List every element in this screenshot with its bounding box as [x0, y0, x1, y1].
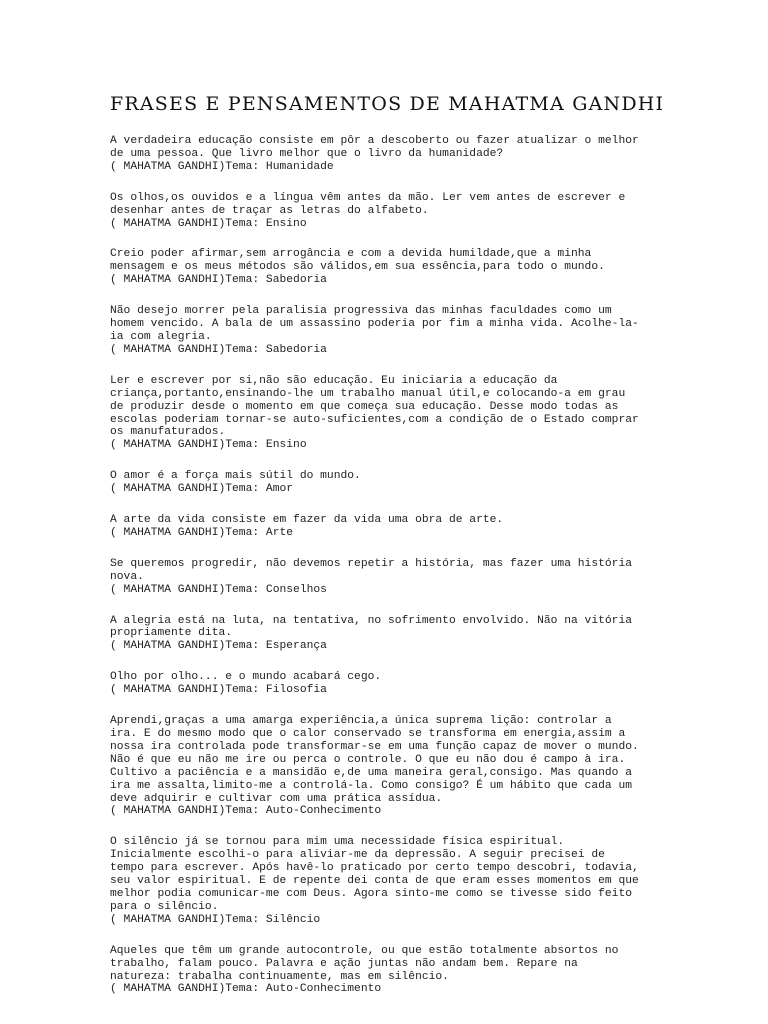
page-title: FRASES E PENSAMENTOS DE MAHATMA GANDHI — [110, 93, 665, 115]
quote-list — [110, 135, 670, 1014]
quote-attribution: ( MAHATMA GANDHI)Tema: Silêncio — [110, 913, 321, 926]
quote-attribution: ( MAHATMA GANDHI)Tema: Ensino — [110, 217, 307, 230]
quote-attribution: ( MAHATMA GANDHI)Tema: Auto-Conhecimento — [110, 983, 382, 996]
quote-block — [110, 836, 670, 926]
quote-text-line: os manufaturados. — [110, 426, 226, 439]
quote-text-line: tempo para escrever. Após havê-lo praticado por certo tempo descobri, todavia, — [110, 862, 639, 875]
quote-text-line: deve adquirir e cultivar com uma prática assídua. — [110, 792, 443, 805]
quote-attribution: ( MAHATMA GANDHI)Tema: Sabedoria — [110, 274, 327, 287]
quote-text-line: nova. — [110, 570, 144, 583]
quote-text-line: A arte da vida consiste em fazer da vida uma obra de arte. — [110, 514, 504, 527]
quote-text-line: O amor é a força mais sútil do mundo. — [110, 470, 361, 483]
quote-text-line: Creio poder afirmar,sem arrogância e com a devida humildade,que a minha — [110, 248, 592, 261]
quote-block — [110, 192, 670, 231]
quote-block — [110, 558, 670, 597]
quote-text-line: para o silêncio. — [110, 900, 219, 913]
quote-text-line: melhor podia comunicar-me com Deus. Agora sinto-me como se tivesse sido feito — [110, 887, 633, 900]
quote-block — [110, 305, 670, 357]
quote-text-line: mensagem e os meus métodos são válidos,em sua essência,para todo o mundo. — [110, 261, 605, 274]
quote-text-line: Ler e escrever por si,não são educação. Eu iniciaria a educação da — [110, 374, 558, 387]
quote-text-line: nossa ira controlada pode transformar-se em uma função capaz de mover o mundo. — [110, 740, 639, 753]
quote-text-line: O silêncio já se tornou para mim uma necessidade física espiritual. — [110, 836, 565, 849]
quote-text-line: escolas poderiam tornar-se auto-suficientes,com a condição de o Estado comprar — [110, 413, 639, 426]
quote-text-line: seu valor espiritual. E de repente dei conta de que eram esses momentos em que — [110, 875, 639, 888]
quote-attribution: ( MAHATMA GANDHI)Tema: Conselhos — [110, 583, 327, 596]
quote-text-line: Aqueles que têm um grande autocontrole, ou que estão totalmente absortos no — [110, 944, 619, 957]
quote-text-line: trabalho, falam pouco. Palavra e ação juntas não andam bem. Repare na — [110, 957, 578, 970]
quote-attribution: ( MAHATMA GANDHI)Tema: Filosofia — [110, 684, 327, 697]
quote-text-line: Aprendi,graças a uma amarga experiência,a única suprema lição: controlar a — [110, 715, 612, 728]
quote-text-line: ia com alegria. — [110, 330, 212, 343]
quote-text-line: Se queremos progredir, não devemos repetir a história, mas fazer uma história — [110, 557, 633, 570]
quote-text-line: A verdadeira educação consiste em pôr a descoberto ou fazer atualizar o melhor — [110, 135, 639, 147]
quote-text-line: ira me assalta,limito-me a controlá-la. Como consigo? É um hábito que cada um — [110, 779, 633, 792]
quote-block — [110, 715, 670, 818]
quote-attribution: ( MAHATMA GANDHI)Tema: Arte — [110, 526, 294, 539]
quote-attribution: ( MAHATMA GANDHI)Tema: Ensino — [110, 439, 307, 452]
quote-text-line: de uma pessoa. Que livro melhor que o livro da humanidade? — [110, 147, 504, 160]
quote-text-line: Cultivo a paciência e a mansidão e,de uma maneira geral,consigo. Mas quando a — [110, 766, 633, 779]
quote-text-line: ira. E do mesmo modo que o calor conservado se transforma em energia,assim a — [110, 728, 626, 740]
quote-text-line: Os olhos,os ouvidos e a língua vêm antes da mão. Ler vem antes de escrever e — [110, 191, 626, 204]
quote-text-line: natureza: trabalha continuamente, mas em silêncio. — [110, 970, 449, 983]
quote-block — [110, 470, 670, 496]
quote-text-line: de produzir desde o momento em que começa sua educação. Desse modo todas as — [110, 400, 619, 413]
quote-text-line: Não é que eu não me ire ou perca o controle. O que eu não dou é campo à ira. — [110, 753, 626, 766]
quote-attribution: ( MAHATMA GANDHI)Tema: Humanidade — [110, 160, 334, 173]
quote-attribution: ( MAHATMA GANDHI)Tema: Esperança — [110, 640, 327, 653]
quote-block — [110, 248, 670, 287]
quote-text-line: criança,portanto,ensinando-lhe um trabalho manual útil,e colocando-a em grau — [110, 387, 626, 400]
quote-block — [110, 375, 670, 452]
quote-attribution: ( MAHATMA GANDHI)Tema: Auto-Conhecimento — [110, 805, 382, 818]
quote-text-line: Olho por olho... e o mundo acabará cego. — [110, 671, 382, 684]
quote-block — [110, 615, 670, 654]
quote-text-line: homem vencido. A bala de um assassino poderia por fim a minha vida. Acolhe-la- — [110, 318, 639, 331]
quote-text-line: Não desejo morrer pela paralisia progressiva das minhas faculdades como um — [110, 305, 612, 318]
quote-text-line: Inicialmente escolhi-o para aliviar-me da depressão. A seguir precisei de — [110, 849, 605, 862]
quote-block — [110, 671, 670, 697]
quote-block — [110, 514, 670, 540]
quote-block — [110, 945, 670, 997]
quote-attribution: ( MAHATMA GANDHI)Tema: Sabedoria — [110, 343, 327, 356]
quote-attribution: ( MAHATMA GANDHI)Tema: Amor — [110, 483, 294, 496]
quote-block — [110, 135, 670, 174]
quote-text-line: desenhar antes de traçar as letras do alfabeto. — [110, 204, 429, 217]
quote-text-line: propriamente dita. — [110, 627, 233, 640]
quote-text-line: A alegria está na luta, na tentativa, no sofrimento envolvido. Não na vitória — [110, 614, 633, 627]
